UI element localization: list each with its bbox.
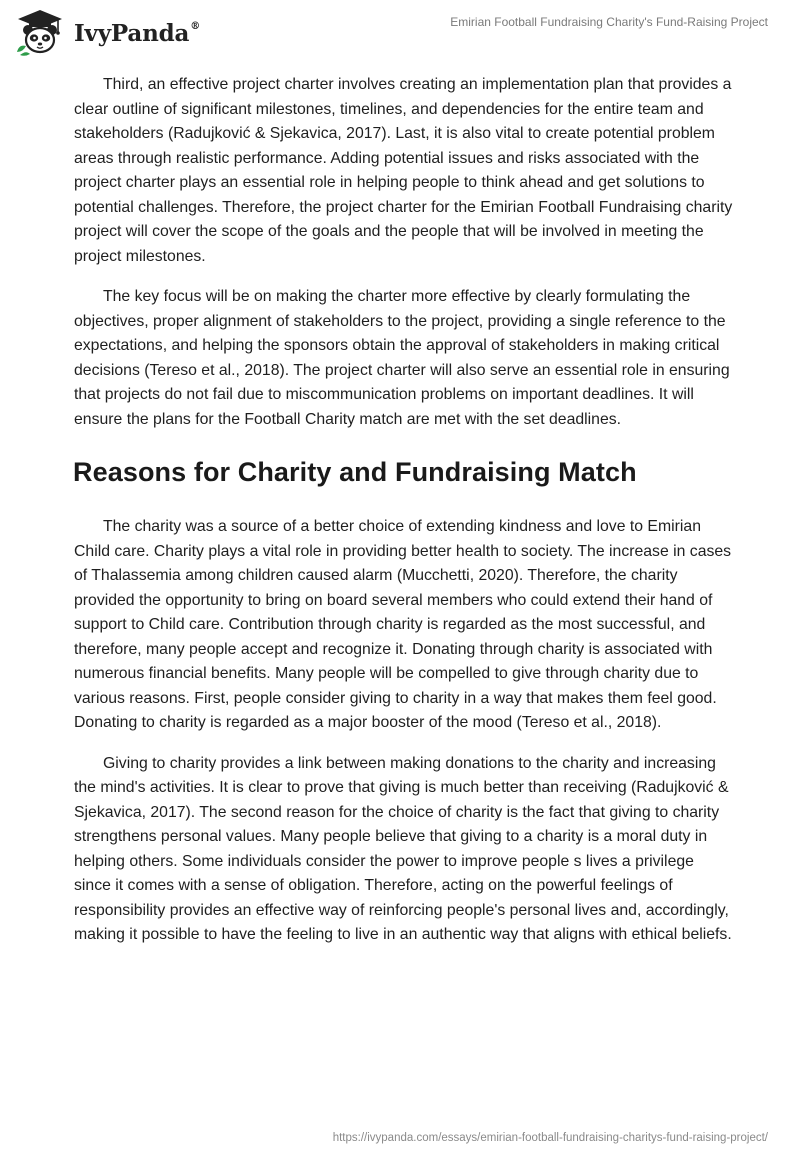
ivypanda-logo[interactable] (14, 8, 200, 56)
paragraph-project-charter-plan: Third, an effective project charter involves creating an implementation plan that provides a clear outline of significant milestones, timelines, and dependencies for the entire team and stakeholders (Radujković & Sjekavica, 2017). Last, it is also vital to create potential problem areas through realistic performance. Adding potential issues and risks associated with the project charter plays an essential role in helping people to think ahead and get solutions to potential challenges. Therefore, the project charter for the Emirian Football Fundraising charity project will cover the scope of the goals and the people that will be involved in meeting the project milestones. (74, 76, 733, 265)
document-title: Emirian Football Fundraising Charity's Fund-Raising Project (450, 15, 768, 29)
section-heading: Reasons for Charity and Fundraising Match (73, 457, 637, 487)
paragraph-charter-focus: The key focus will be on making the charter more effective by clearly formulating the objectives, proper alignment of stakeholders to the project, providing a single reference to the expectations, and helping the sponsors obtain the approval of stakeholders in making critical decisions (Tereso et al., 2018). The project charter will also serve an essential role in ensuring that projects do not fail due to miscommunication problems on important deadlines. It will ensure the plans for the Football Charity match are met with the set deadlines. (74, 288, 730, 428)
paragraph-charity-source: The charity was a source of a better choice of extending kindness and love to Emirian Child care. Charity plays a vital role in providing better health to society. The increase in cases of Thalassemia among children caused alarm (Mucchetti, 2020). Therefore, the charity provided the opportunity to bring on board several members who could extend their hand of support to Child care. Contribution through charity is regarded as the most successful, and therefore, many people accept and recognize it. Donating through charity is associated with numerous financial benefits. Many people will be compelled to give through charity due to various reasons. First, people consider giving to charity in a way that makes them feel good. Donating to charity is regarded as a major booster of the mood (Tereso et al., 2018). (74, 518, 732, 731)
panda-graduate-icon (14, 8, 66, 56)
page-header (0, 0, 800, 62)
essay-body (74, 73, 734, 964)
brand-name: IvyPanda® (74, 19, 200, 47)
registered-mark: ® (190, 20, 200, 32)
paragraph-giving-link: Giving to charity provides a link between making donations to the charity and increasing the mind's activities. It is clear to prove that giving is much better than receiving (Radujković & Sjekavica, 2017). The second reason for the choice of charity is the fact that giving to charity strengthens personal values. Many people believe that giving to a charity is a moral duty in helping others. Some individuals consider the power to improve people s lives a privilege since it comes with a sense of obligation. Therefore, acting on the powerful feelings of responsibility provides an effective way of reinforcing people's personal lives and, accordingly, making it possible to have the feeling to live in an authentic way that aligns with ethical beliefs. (74, 754, 732, 943)
source-url[interactable]: https://ivypanda.com/essays/emirian-football-fundraising-charitys-fund-raising-project/ (332, 1132, 768, 1144)
